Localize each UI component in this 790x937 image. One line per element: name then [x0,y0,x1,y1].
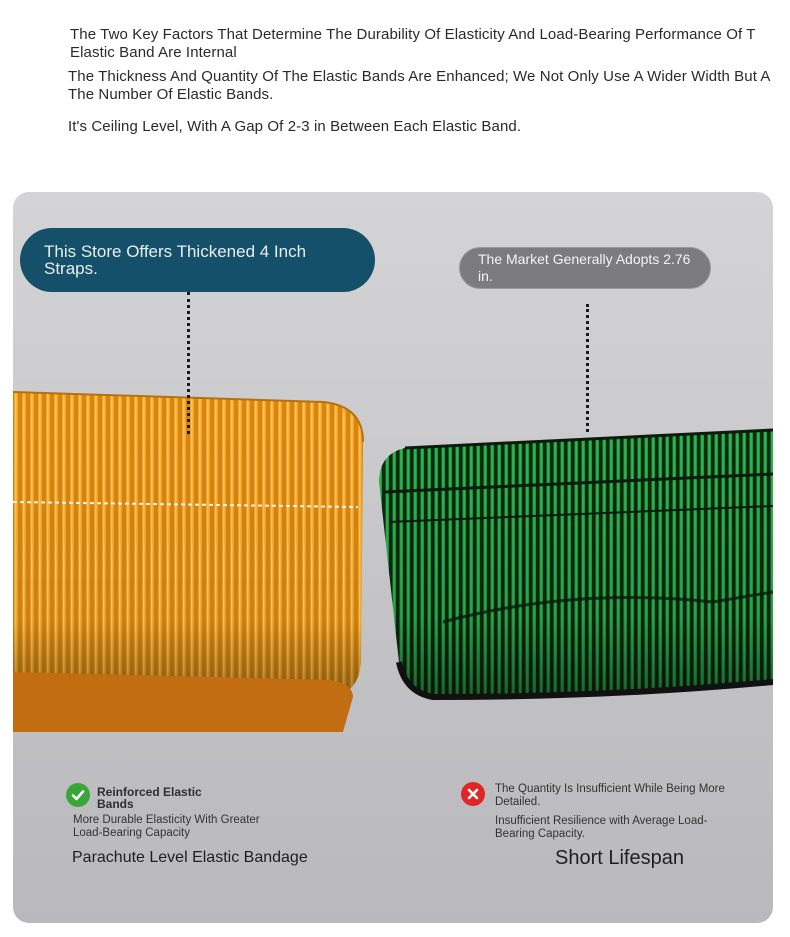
intro-paragraph-2 [68,68,790,104]
cross-icon [461,782,485,806]
callout-thickened-straps [20,228,375,292]
left-product-title: Reinforced Elastic Bands [97,785,202,811]
product-comparison-photo [13,192,773,923]
intro-line-2: The Thickness And Quantity Of The Elastic Bands Are Enhanced; We Not Only Use A Wider Width But A [68,68,771,85]
orange-elastic-band [13,392,363,732]
check-icon [66,783,90,807]
intro-line-1: The Two Key Factors That Determine The Durability Of Elasticity And Load-Bearing Performance Of T [70,26,756,43]
intro-line-1b: Elastic Band Are Internal [70,44,237,61]
right-product-title: The Quantity Is Insufficient While Being More Detailed. [495,783,725,808]
intro-paragraph-1 [68,26,790,62]
green-elastic-band [379,430,773,697]
right-product-label: Short Lifespan [555,847,684,869]
callout-market-standard [459,247,711,289]
callout-left-text: This Store Offers Thickened 4 Inch Straps. [44,242,307,278]
callout-left-pointer [187,292,190,434]
right-product-description: Insufficient Resilience with Average Load-Bearing Capacity. [495,815,708,840]
left-product-label: Parachute Level Elastic Bandage [72,849,308,866]
intro-line-2b: The Number Of Elastic Bands. [68,86,274,103]
callout-right-pointer [586,304,589,432]
intro-text [68,26,790,142]
left-product-description: More Durable Elasticity With Greater Load-Bearing Capacity [73,814,260,839]
intro-paragraph-3: It's Ceiling Level, With A Gap Of 2-3 in Between Each Elastic Band. [68,118,522,135]
callout-right-text: The Market Generally Adopts 2.76 in. [478,251,691,284]
